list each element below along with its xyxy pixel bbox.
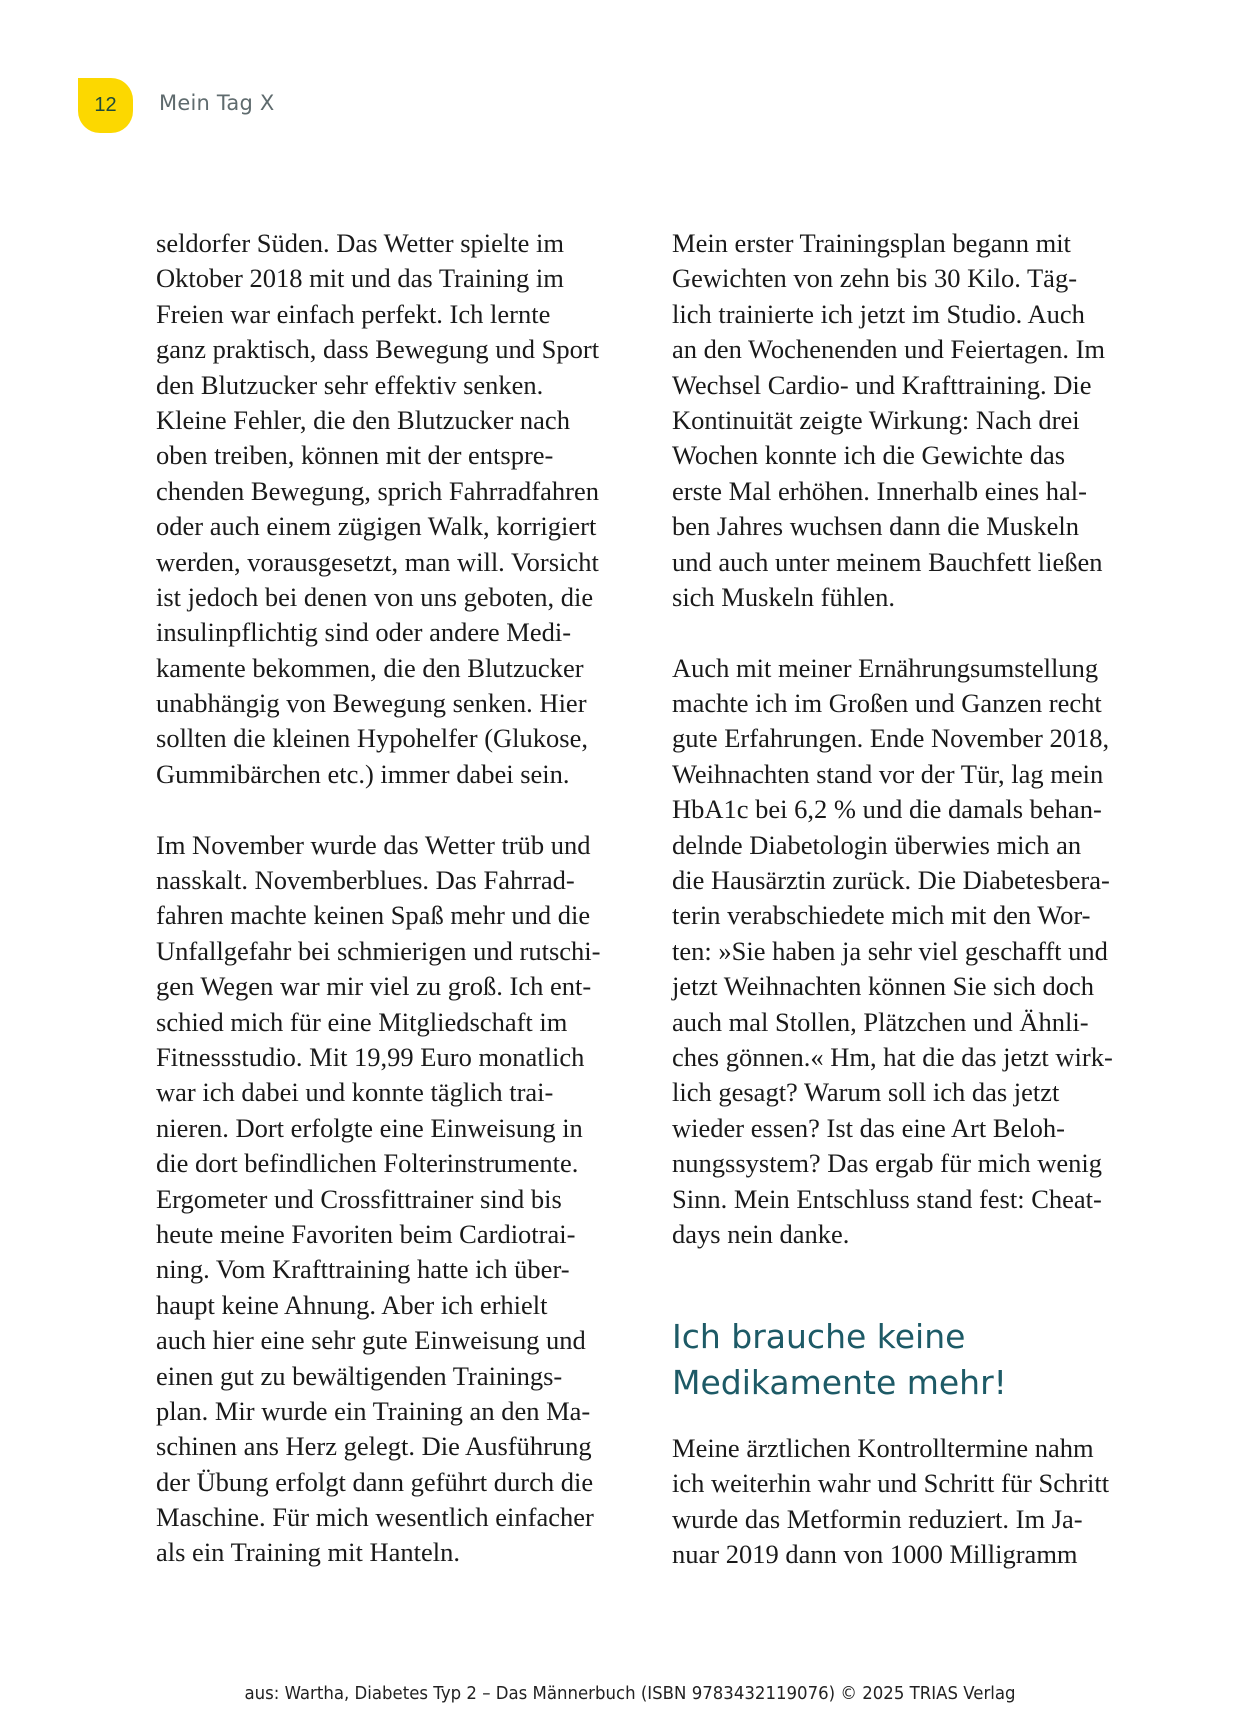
text-line: ning. Vom Krafttraining hatte ich über- bbox=[156, 1254, 570, 1285]
paragraph bbox=[672, 651, 1152, 1253]
text-line: plan. Mir wurde ein Training an den Ma- bbox=[156, 1395, 591, 1426]
text-line: haupt keine Ahnung. Aber ich erhielt bbox=[156, 1289, 548, 1320]
text-line: days nein danke. bbox=[672, 1218, 850, 1249]
running-title: Mein Tag X bbox=[159, 91, 275, 115]
text-line: gen Wegen war mir viel zu groß. Ich ent- bbox=[156, 971, 592, 1002]
text-line: der Übung erfolgt dann geführt durch die bbox=[156, 1466, 594, 1497]
text-line: auch mal Stollen, Plätzchen und Ähnli- bbox=[672, 1006, 1089, 1037]
text-line: Oktober 2018 mit und das Training im bbox=[156, 263, 564, 294]
text-line: ich weiterhin wahr und Schritt für Schritt bbox=[672, 1468, 1110, 1499]
footer-citation: aus: Wartha, Diabetes Typ 2 – Das Männerbuch (ISBN 9783432119076) © 2025 TRIAS Verlag bbox=[244, 1683, 1016, 1704]
text-line: die Hausärztin zurück. Die Diabetesbera- bbox=[672, 865, 1110, 896]
text-line: machte ich im Großen und Ganzen recht bbox=[672, 688, 1102, 719]
text-line: Sinn. Mein Entschluss stand fest: Cheat- bbox=[672, 1183, 1102, 1214]
text-line: an den Wochenenden und Feiertagen. Im bbox=[672, 334, 1106, 365]
text-line: schinen ans Herz gelegt. Die Ausführung bbox=[156, 1431, 592, 1462]
text-line: als ein Training mit Hanteln. bbox=[156, 1537, 460, 1568]
text-line: wieder essen? Ist das eine Art Beloh- bbox=[672, 1112, 1065, 1143]
text-line: nieren. Dort erfolgte eine Einweisung in bbox=[156, 1112, 583, 1143]
text-line: werden, vorausgesetzt, man will. Vorsicht bbox=[156, 546, 599, 577]
text-line: Mein erster Trainingsplan begann mit bbox=[672, 228, 1071, 258]
text-line: nuar 2019 dann von 1000 Milligramm bbox=[672, 1539, 1078, 1570]
page-number-badge bbox=[78, 78, 133, 133]
left-column bbox=[156, 226, 636, 1571]
heading-line: Medikamente mehr! bbox=[672, 1363, 1007, 1402]
text-line: terin verabschiedete mich mit den Wor- bbox=[672, 900, 1091, 931]
text-line: schied mich für eine Mitgliedschaft im bbox=[156, 1006, 568, 1037]
text-line: Kleine Fehler, die den Blutzucker nach bbox=[156, 404, 570, 435]
text-line: heute meine Favoriten beim Cardiotrai- bbox=[156, 1218, 576, 1249]
text-line: fahren machte keinen Spaß mehr und die bbox=[156, 900, 591, 931]
text-line: lich gesagt? Warum soll ich das jetzt bbox=[672, 1077, 1060, 1108]
text-line: gute Erfahrungen. Ende November 2018, bbox=[672, 723, 1110, 754]
text-line: kamente bekommen, die den Blutzucker bbox=[156, 652, 584, 683]
text-line: jetzt Weihnachten können Sie sich doch bbox=[672, 971, 1094, 1002]
text-line: nasskalt. Novemberblues. Das Fahrrad- bbox=[156, 865, 575, 896]
paragraph bbox=[672, 1431, 1152, 1573]
text-line: sollten die kleinen Hypohelfer (Glukose, bbox=[156, 723, 588, 754]
text-line: sich Muskeln fühlen. bbox=[672, 581, 896, 612]
text-line: Freien war einfach perfekt. Ich lernte bbox=[156, 298, 551, 329]
text-line: lich trainierte ich jetzt im Studio. Auch bbox=[672, 298, 1085, 329]
text-line: oben treiben, können mit der entspre- bbox=[156, 440, 554, 471]
text-line: Kontinuität zeigte Wirkung: Nach drei bbox=[672, 404, 1080, 435]
text-line: ches gönnen.« Hm, hat die das jetzt wirk- bbox=[672, 1041, 1113, 1072]
text-line: wurde das Metformin reduziert. Im Ja- bbox=[672, 1503, 1083, 1534]
page-number: 12 bbox=[94, 94, 117, 116]
text-line: Im November wurde das Wetter trüb und bbox=[156, 829, 591, 860]
text-line: Auch mit meiner Ernährungsumstellung bbox=[672, 652, 1099, 683]
text-line: einen gut zu bewältigenden Trainings- bbox=[156, 1360, 563, 1391]
text-line: ten: »Sie haben ja sehr viel geschafft und bbox=[672, 935, 1108, 966]
text-line: auch hier eine sehr gute Einweisung und bbox=[156, 1325, 586, 1356]
text-line: Fitnessstudio. Mit 19,99 Euro monatlich bbox=[156, 1041, 585, 1072]
text-line: erste Mal erhöhen. Innerhalb eines hal- bbox=[672, 475, 1087, 506]
text-line: den Blutzucker sehr effektiv senken. bbox=[156, 369, 544, 400]
text-line: Wechsel Cardio- und Krafttraining. Die bbox=[672, 369, 1092, 400]
text-line: chenden Bewegung, sprich Fahrradfahren bbox=[156, 475, 599, 506]
text-line: insulinpflichtig sind oder andere Medi- bbox=[156, 617, 572, 648]
paragraph bbox=[156, 828, 636, 1571]
text-line: delnde Diabetologin überwies mich an bbox=[672, 829, 1082, 860]
text-line: Unfallgefahr bei schmierigen und rutschi- bbox=[156, 935, 601, 966]
text-line: Gewichten von zehn bis 30 Kilo. Täg- bbox=[672, 263, 1078, 294]
paragraph-gap bbox=[156, 792, 636, 827]
paragraph-gap bbox=[672, 615, 1152, 650]
text-line: nungssystem? Das ergab für mich wenig bbox=[672, 1148, 1103, 1179]
text-line: Weihnachten stand vor der Tür, lag mein bbox=[672, 758, 1104, 789]
text-line: ben Jahres wuchsen dann die Muskeln bbox=[672, 511, 1079, 542]
text-line: ist jedoch bei denen von uns geboten, die bbox=[156, 581, 594, 612]
heading-line: Ich brauche keine bbox=[672, 1317, 966, 1356]
text-line: seldorfer Süden. Das Wetter spielte im bbox=[156, 228, 565, 258]
text-line: und auch unter meinem Bauchfett ließen bbox=[672, 546, 1103, 577]
text-line: ganz praktisch, dass Bewegung und Sport bbox=[156, 334, 600, 365]
text-line: die dort befindlichen Folterinstrumente. bbox=[156, 1148, 579, 1179]
text-line: HbA1c bei 6,2 % und die damals behan- bbox=[672, 794, 1102, 825]
text-line: Wochen konnte ich die Gewichte das bbox=[672, 440, 1066, 471]
right-column bbox=[672, 226, 1152, 1252]
paragraph bbox=[672, 226, 1152, 615]
text-line: Maschine. Für mich wesentlich einfacher bbox=[156, 1502, 594, 1533]
paragraph bbox=[156, 226, 636, 792]
text-line: Meine ärztlichen Kontrolltermine nahm bbox=[672, 1433, 1094, 1463]
section-heading bbox=[672, 1314, 1007, 1406]
text-line: Ergometer und Crossfittrainer sind bis bbox=[156, 1183, 562, 1214]
text-line: oder auch einem zügigen Walk, korrigiert bbox=[156, 511, 597, 542]
text-line: unabhängig von Bewegung senken. Hier bbox=[156, 688, 587, 719]
text-line: war ich dabei und konnte täglich trai- bbox=[156, 1077, 554, 1108]
right-column-continued bbox=[672, 1431, 1152, 1573]
text-line: Gummibärchen etc.) immer dabei sein. bbox=[156, 758, 570, 789]
